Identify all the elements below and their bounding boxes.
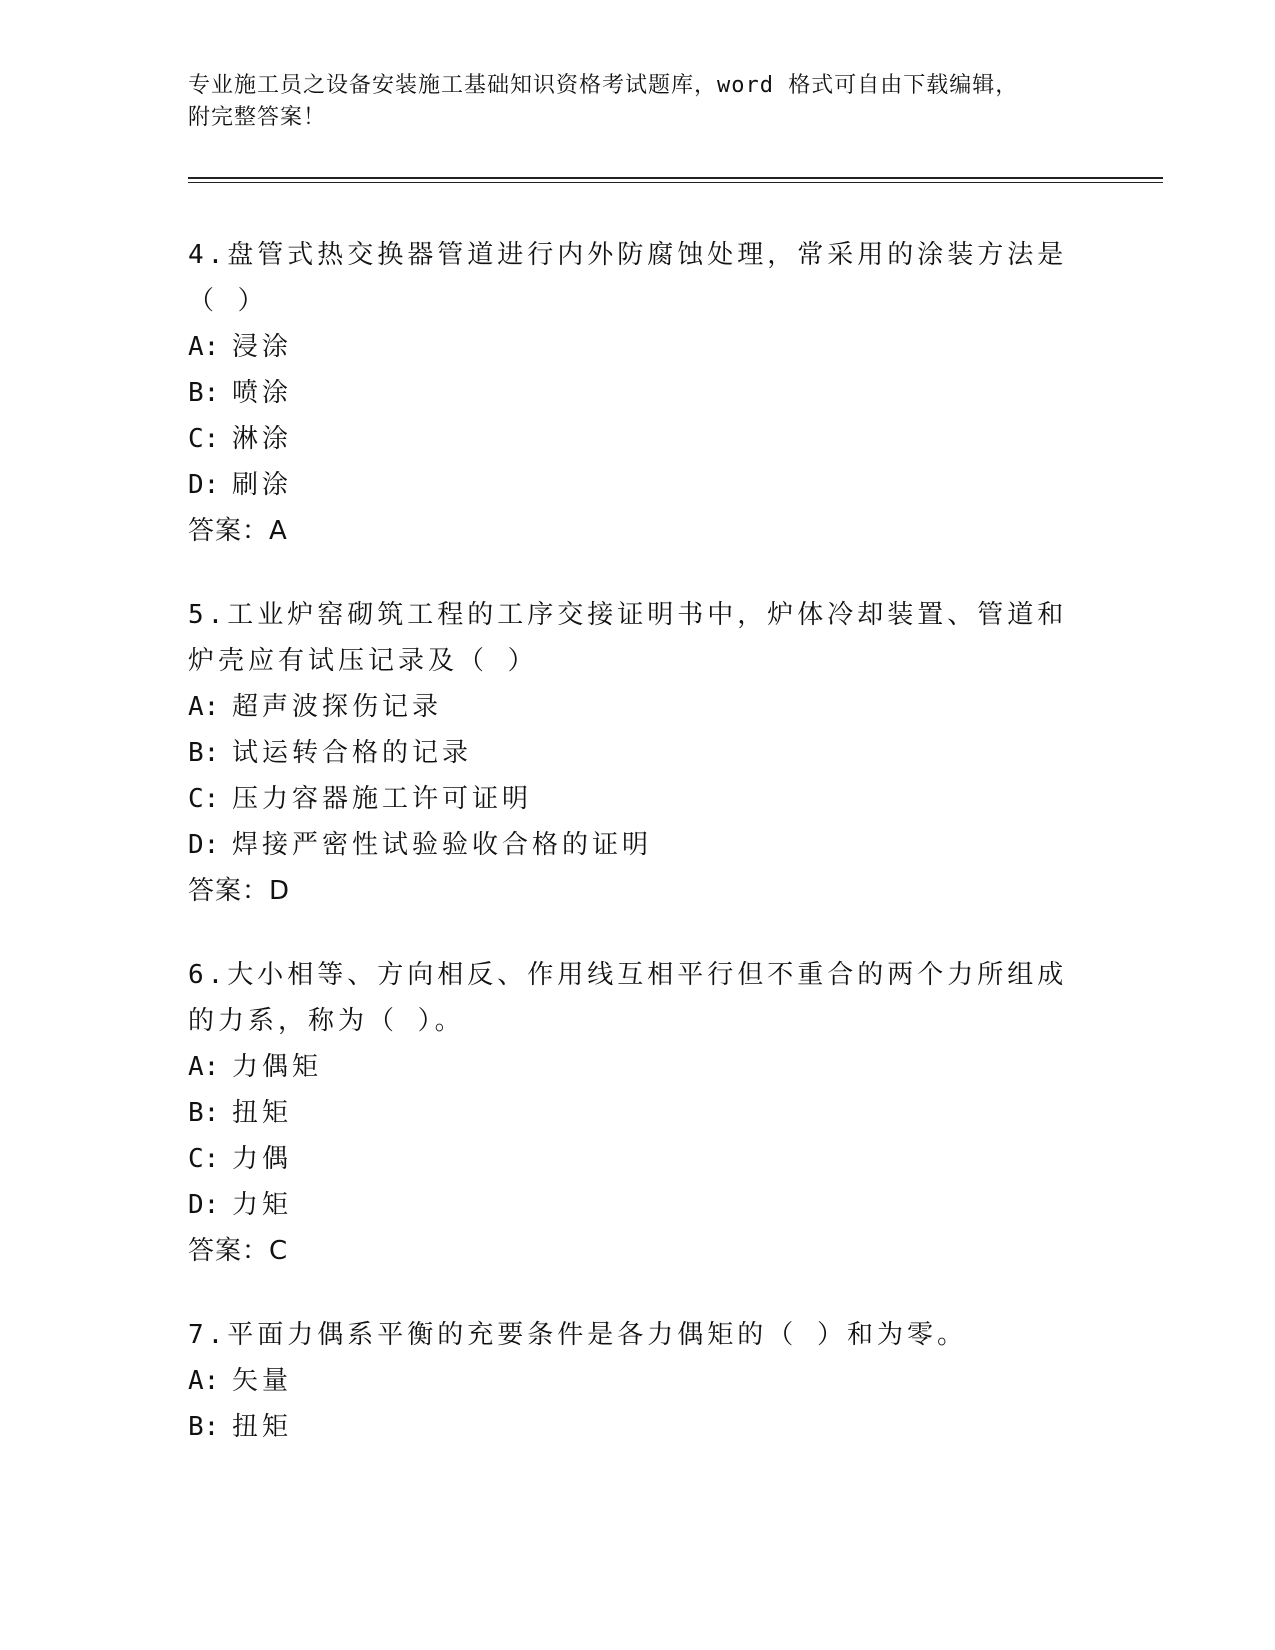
answer-line: 答案：A bbox=[188, 516, 288, 546]
option-key: A: bbox=[188, 1052, 220, 1082]
question-list bbox=[188, 232, 1088, 1488]
option-key: D: bbox=[188, 470, 220, 500]
question-stem: 5.工业炉窑砌筑工程的工序交接证明书中，炉体冷却装置、管道和炉壳应有试压记录及（ ） bbox=[188, 600, 1068, 676]
header-line-1: 专业施工员之设备安装施工基础知识资格考试题库，word 格式可自由下载编辑， bbox=[188, 73, 1019, 98]
option-text: 试运转合格的记录 bbox=[232, 738, 473, 768]
option-text: 力矩 bbox=[232, 1190, 293, 1220]
option-b bbox=[188, 1090, 1088, 1136]
option-key: B: bbox=[188, 1098, 220, 1128]
option-b bbox=[188, 370, 1088, 416]
option-b bbox=[188, 730, 1088, 776]
option-key: B: bbox=[188, 378, 220, 408]
header-rule-thin bbox=[188, 182, 1163, 183]
option-c bbox=[188, 1136, 1088, 1182]
option-d bbox=[188, 1182, 1088, 1228]
option-key: B: bbox=[188, 738, 220, 768]
option-text: 矢量 bbox=[232, 1366, 293, 1396]
option-key: A: bbox=[188, 332, 220, 362]
document-header bbox=[188, 70, 1088, 134]
option-c bbox=[188, 776, 1088, 822]
question-6 bbox=[188, 952, 1088, 1274]
option-key: D: bbox=[188, 830, 220, 860]
option-d bbox=[188, 822, 1088, 868]
option-text: 力偶 bbox=[232, 1144, 293, 1174]
option-text: 刷涂 bbox=[232, 470, 293, 500]
option-text: 扭矩 bbox=[232, 1098, 293, 1128]
answer-line: 答案：D bbox=[188, 876, 291, 906]
option-text: 扭矩 bbox=[232, 1412, 293, 1442]
option-a bbox=[188, 1358, 1088, 1404]
option-text: 超声波探伤记录 bbox=[232, 692, 443, 722]
option-key: A: bbox=[188, 692, 220, 722]
option-key: C: bbox=[188, 424, 220, 454]
option-text: 浸涂 bbox=[232, 332, 293, 362]
option-text: 焊接严密性试验验收合格的证明 bbox=[232, 830, 653, 860]
question-7 bbox=[188, 1312, 1088, 1450]
option-b bbox=[188, 1404, 1088, 1450]
option-a bbox=[188, 1044, 1088, 1090]
answer-line: 答案：C bbox=[188, 1236, 289, 1266]
option-a bbox=[188, 684, 1088, 730]
option-key: D: bbox=[188, 1190, 220, 1220]
option-a bbox=[188, 324, 1088, 370]
question-stem: 7.平面力偶系平衡的充要条件是各力偶矩的（ ）和为零。 bbox=[188, 1320, 967, 1350]
option-key: A: bbox=[188, 1366, 220, 1396]
option-key: B: bbox=[188, 1412, 220, 1442]
question-stem: 6.大小相等、方向相反、作用线互相平行但不重合的两个力所组成的力系，称为（ ）。 bbox=[188, 960, 1068, 1036]
option-c bbox=[188, 416, 1088, 462]
option-text: 力偶矩 bbox=[232, 1052, 323, 1082]
option-key: C: bbox=[188, 1144, 220, 1174]
option-d bbox=[188, 462, 1088, 508]
option-key: C: bbox=[188, 784, 220, 814]
option-text: 淋涂 bbox=[232, 424, 293, 454]
option-text: 喷涂 bbox=[232, 378, 293, 408]
question-4 bbox=[188, 232, 1088, 554]
option-text: 压力容器施工许可证明 bbox=[232, 784, 533, 814]
header-line-2: 附完整答案！ bbox=[188, 105, 327, 130]
header-rule-thick bbox=[188, 177, 1163, 179]
question-stem: 4.盘管式热交换器管道进行内外防腐蚀处理，常采用的涂装方法是（ ） bbox=[188, 240, 1068, 316]
question-5 bbox=[188, 592, 1088, 914]
